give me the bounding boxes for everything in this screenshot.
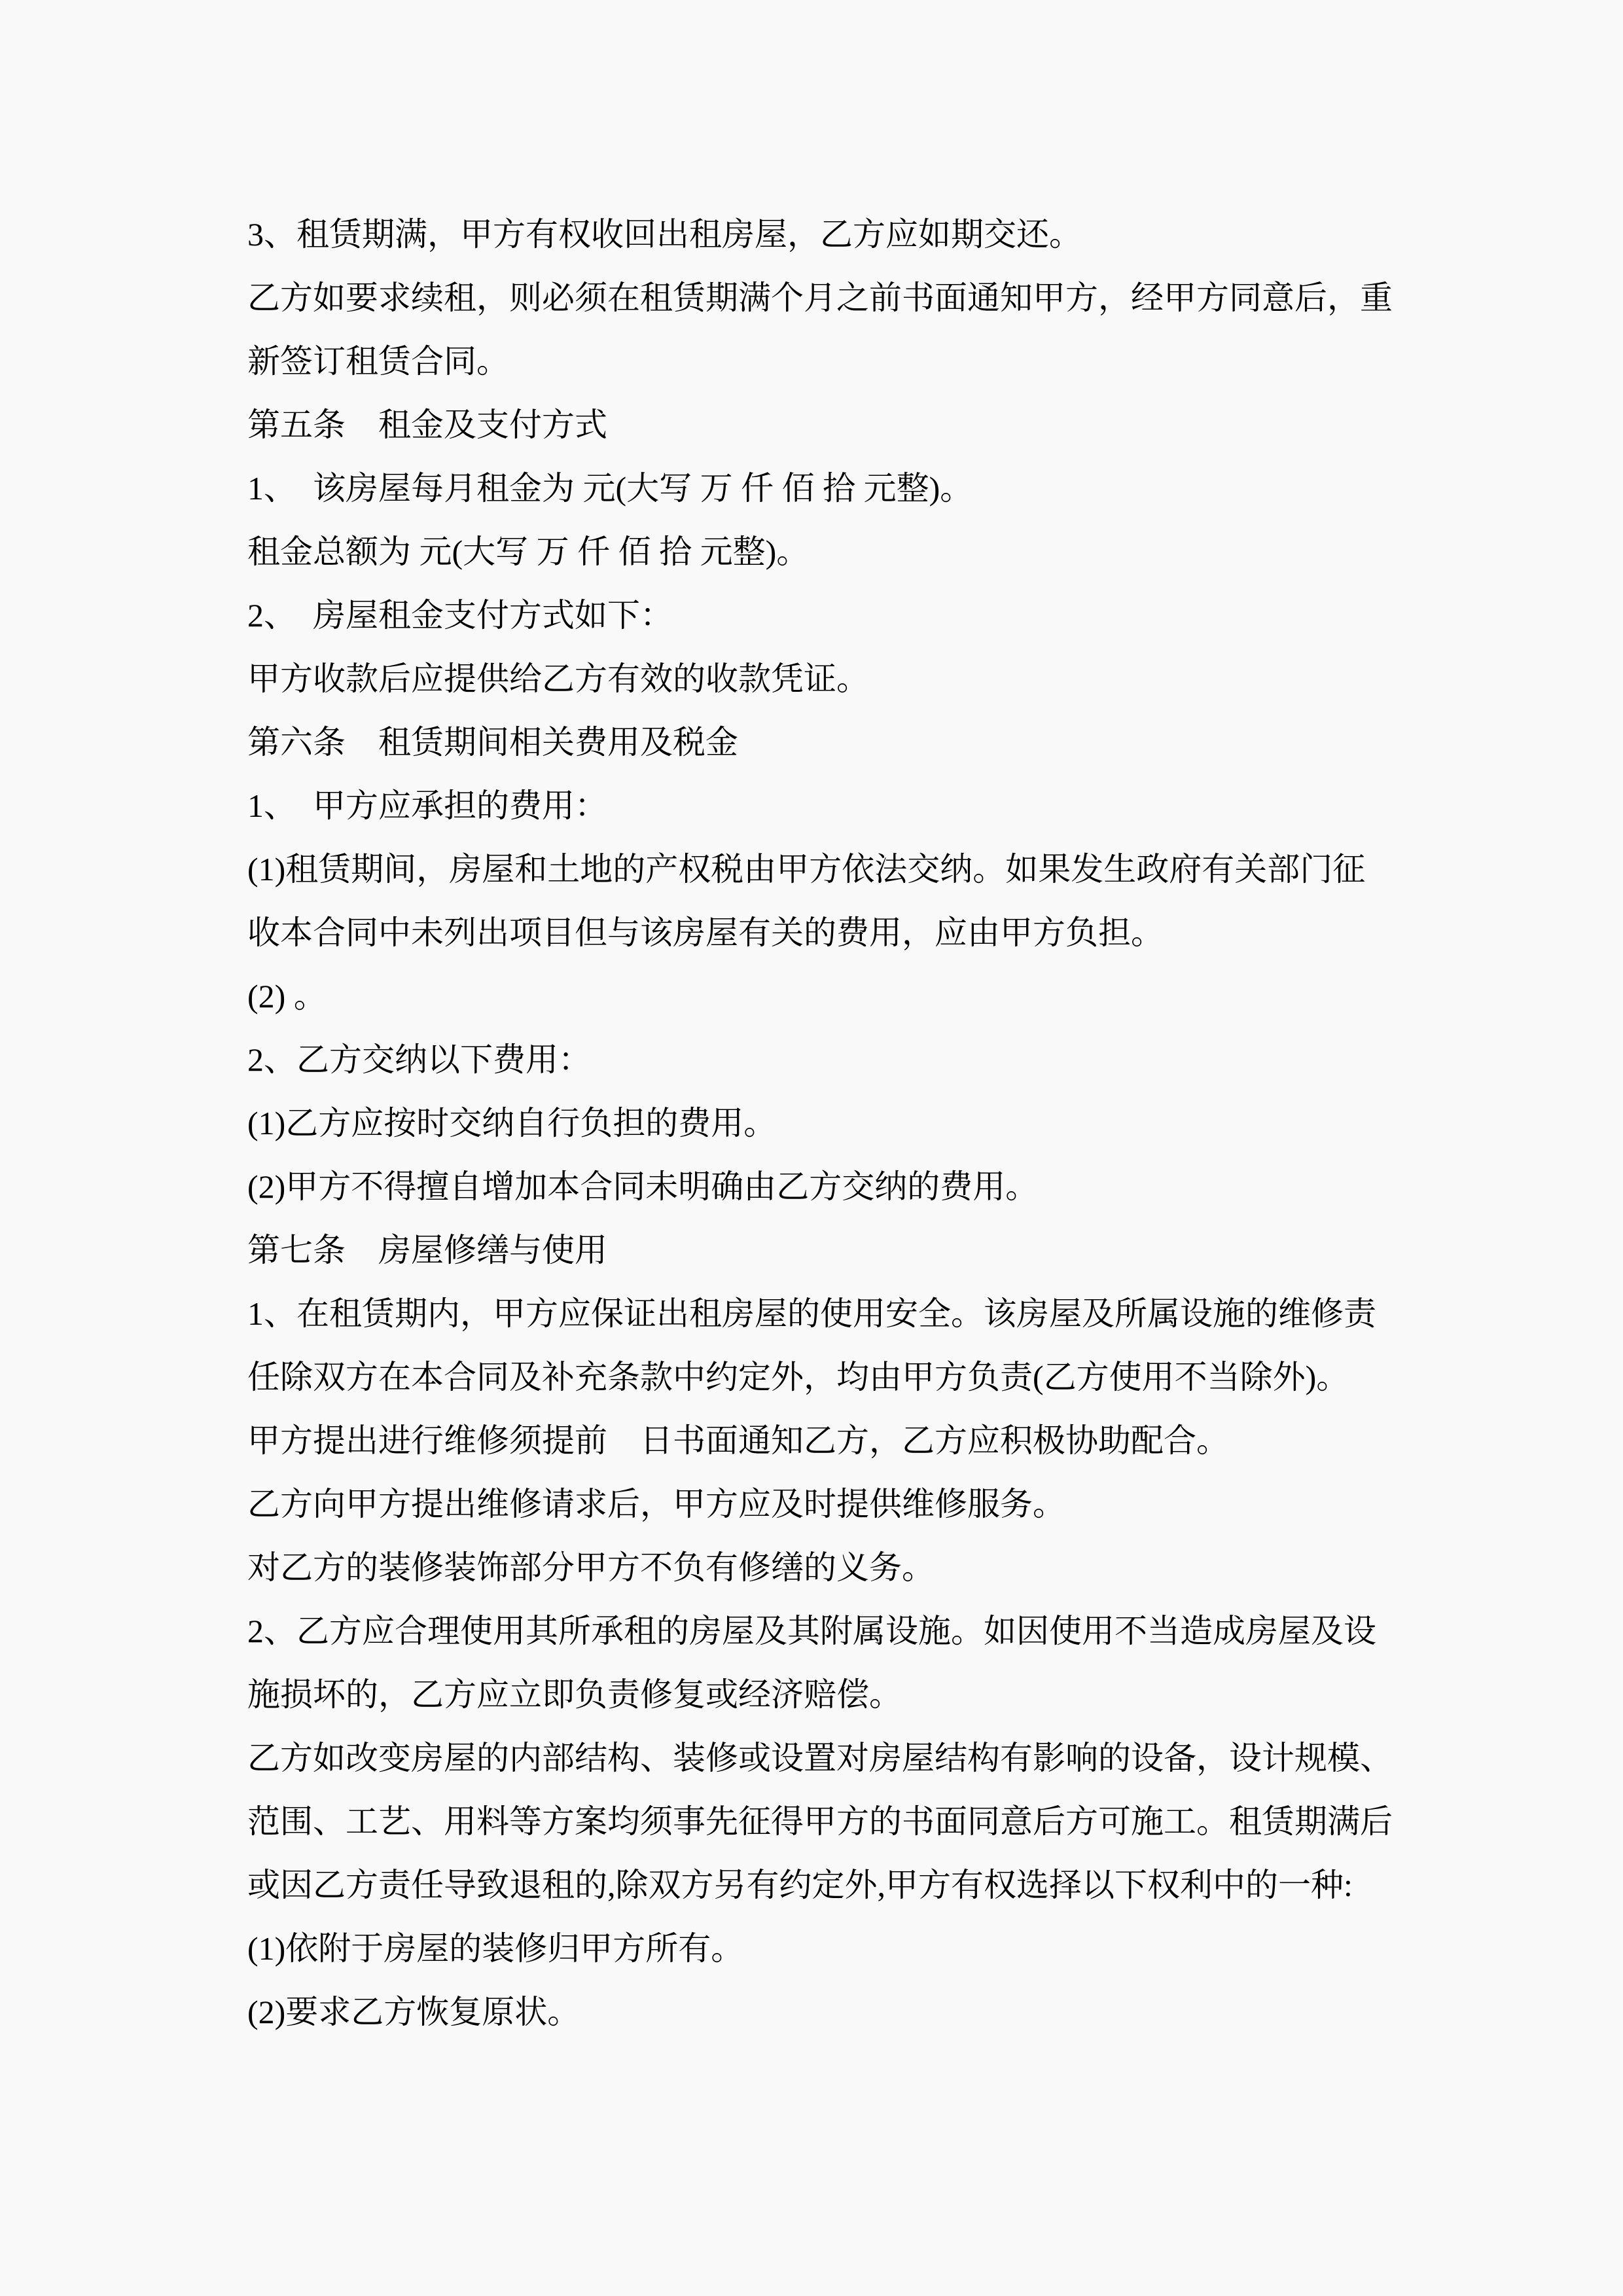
section-heading-article-7: 第七条 房屋修缮与使用	[247, 1232, 607, 1268]
document-line: 1、 甲方应承担的费用：	[247, 787, 607, 824]
document-line: 甲方收款后应提供给乙方有效的收款凭证。	[247, 660, 869, 697]
document-line: 1、 该房屋每月租金为 元(大写 万 仟 佰 拾 元整)。	[247, 470, 973, 507]
document-line: (2) 。	[247, 978, 327, 1014]
document-line: 乙方如要求续租，则必须在租赁期满个月之前书面通知甲方，经甲方同意后，重	[247, 279, 1393, 316]
section-heading-article-6: 第六条 租赁期间相关费用及税金	[247, 724, 738, 761]
document-line: 或因乙方责任导致退租的,除双方另有约定外,甲方有权选择以下权利中的一种:	[247, 1867, 1353, 1903]
document-line: 2、乙方应合理使用其所承租的房屋及其附属设施。如因使用不当造成房屋及设	[247, 1613, 1376, 1649]
document-line: (2)甲方不得擅自增加本合同未明确由乙方交纳的费用。	[247, 1168, 1039, 1205]
document-line: 施损坏的，乙方应立即负责修复或经济赔偿。	[247, 1676, 902, 1713]
document-line: 新签订租赁合同。	[247, 343, 509, 380]
document-line: 对乙方的装修装饰部分甲方不负有修缮的义务。	[247, 1549, 935, 1586]
document-line: 乙方向甲方提出维修请求后，甲方应及时提供维修服务。	[247, 1486, 1065, 1522]
section-heading-article-5: 第五条 租金及支付方式	[247, 406, 607, 443]
document-line: (1)依附于房屋的装修归甲方所有。	[247, 1930, 744, 1967]
document-line: 1、在租赁期内，甲方应保证出租房屋的使用安全。该房屋及所属设施的维修责	[247, 1295, 1376, 1332]
document-line: (1)租赁期间，房屋和土地的产权税由甲方依法交纳。如果发生政府有关部门征	[247, 851, 1366, 888]
document-line: 任除双方在本合同及补充条款中约定外，均由甲方负责(乙方使用不当除外)。	[247, 1359, 1349, 1395]
contract-text-block	[247, 203, 1393, 2044]
document-line: 范围、工艺、用料等方案均须事先征得甲方的书面同意后方可施工。租赁期满后	[247, 1803, 1393, 1840]
document-line: 乙方如改变房屋的内部结构、装修或设置对房屋结构有影响的设备，设计规模、	[247, 1740, 1393, 1776]
document-line: 2、乙方交纳以下费用：	[247, 1041, 591, 1078]
document-line: 收本合同中未列出项目但与该房屋有关的费用，应由甲方负担。	[247, 914, 1164, 951]
document-line: 甲方提出进行维修须提前 日书面通知乙方，乙方应积极协助配合。	[247, 1422, 1229, 1459]
document-line: 租金总额为 元(大写 万 仟 佰 拾 元整)。	[247, 533, 810, 570]
document-line: 3、租赁期满，甲方有权收回出租房屋，乙方应如期交还。	[247, 216, 1082, 253]
document-line: (2)要求乙方恢复原状。	[247, 1994, 580, 2030]
document-line: (1)乙方应按时交纳自行负担的费用。	[247, 1105, 777, 1141]
document-line: 2、 房屋租金支付方式如下：	[247, 597, 673, 634]
